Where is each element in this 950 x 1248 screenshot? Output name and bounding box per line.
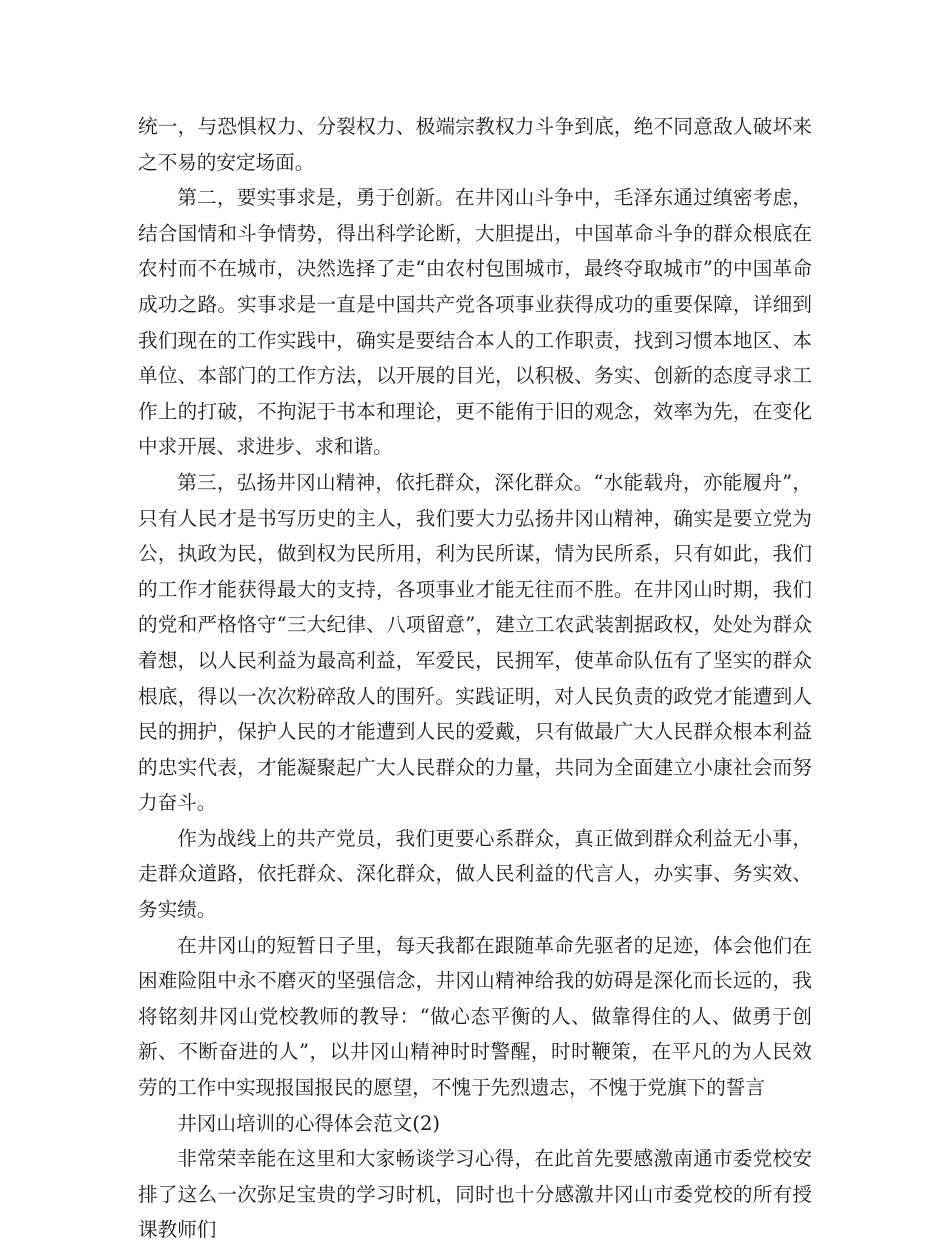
paragraph-party-member: 作为战线上的共产党员，我们更要心系群众，真正做到群众利益无小事，走群众道路，依托群众、深化群众，做人民利益的代言人，办实事、务实效、务实绩。 — [138, 826, 812, 922]
paragraph-opening: 非常荣幸能在这里和大家畅谈学习心得，在此首先要感激南通市委党校安排了这么一次弥足宝贵的学习时机，同时也十分感激井冈山市委党校的所有授课教师们 — [138, 1147, 812, 1242]
section-heading: 井冈山培训的心得体会范文(2) — [177, 1111, 441, 1135]
paragraph-point-two: 第二，要实事求是，勇于创新。在井冈山斗争中，毛泽东通过缜密考虑，结合国情和斗争情势，得出科学论断，大胆提出，中国革命斗争的群众根底在农村而不在城市，决然选择了走“由农村包围城市，最终夺取城市”的中国革命成功之路。实事求是一直是中国共产党各项事业获得成功的重要保障，详细到我们现在的工作实践中，确实是要结合本人的工作职责，找到习惯本地区、本单位、本部门的工作方法，以开展的目光，以积极、务实、创新的态度寻求工作上的打破，不拘泥于书本和理论，更不能侑于旧的观念，效率为先，在变化中求开展、求进步、求和谐。 — [138, 186, 812, 459]
document-body — [138, 109, 812, 1248]
paragraph-continuation: 统一，与恐惧权力、分裂权力、极端宗教权力斗争到底，绝不同意敌人破坏来之不易的安定场面。 — [138, 115, 812, 174]
paragraph-conclusion: 在井冈山的短暂日子里，每天我都在跟随革命先驱者的足迹，体会他们在困难险阻中永不磨灭的坚强信念，井冈山精神给我的妨碍是深化而长远的，我将铭刻井冈山党校教师的教导：“做心态平衡的人、做靠得住的人、做勇于创新、不断奋进的人”，以井冈山精神时时警醒，时时鞭策，在平凡的为人民效劳的工作中实现报国报民的愿望，不愧于先烈遗志，不愧于党旗下的誓言 — [138, 933, 812, 1100]
paragraph-point-three: 第三，弘扬井冈山精神，依托群众，深化群众。“水能载舟，亦能履舟”，只有人民才是书写历史的主人，我们要大力弘扬井冈山精神，确实是要立党为公，执政为民，做到权为民所用，利为民所谋，情为民所系，只有如此，我们的工作才能获得最大的支持，各项事业才能无往而不胜。在井冈山时期，我们的党和严格恪守“三大纪律、八项留意”，建立工农武装割据政权，处处为群众着想，以人民利益为最高利益，军爱民，民拥军，使革命队伍有了坚实的群众根底，得以一次次粉碎敌人的围歼。实践证明，对人民负责的政党才能遭到人民的拥护，保护人民的才能遭到人民的爱戴，只有做最广大人民群众根本利益的忠实代表，才能凝聚起广大人民群众的力量，共同为全面建立小康社会而努力奋斗。 — [138, 470, 812, 815]
